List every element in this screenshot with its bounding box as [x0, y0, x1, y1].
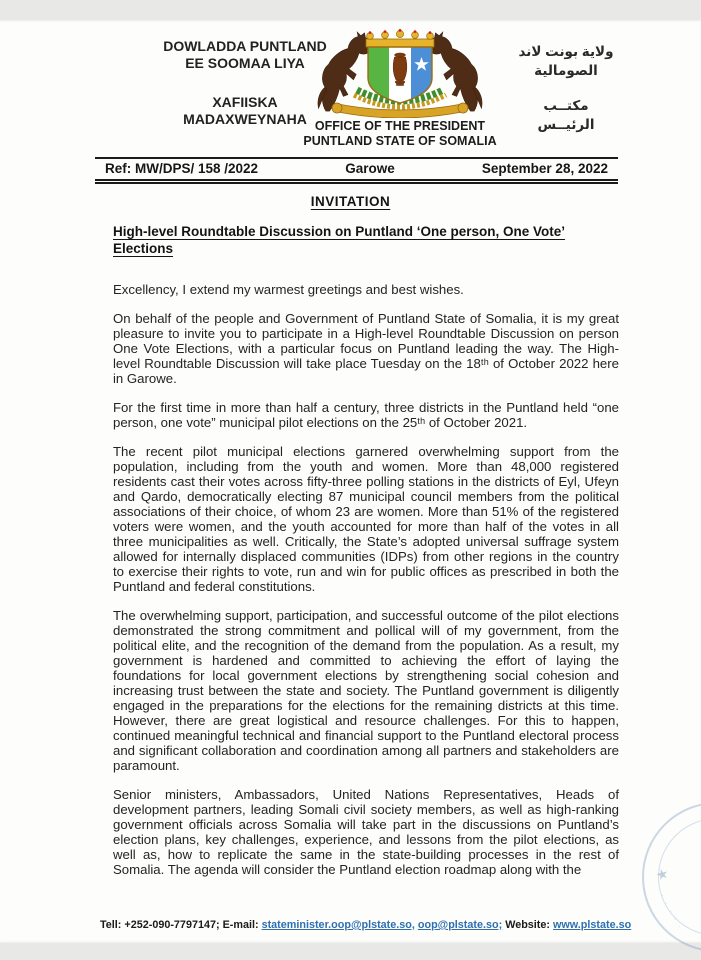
reference-bar — [95, 157, 618, 184]
email-link-stateminister[interactable]: stateminister.oop@plstate.so, — [261, 919, 415, 931]
photo-background-strip-bottom — [0, 943, 701, 960]
tel-number: +252-090-7797147; — [124, 919, 220, 931]
paragraph-participants: Senior ministers, Ambassadors, United Nations Representatives, Heads of development partners, leading Somali civil society members, as well as high-ranking government officials across Somalia will take part in the discussions on Puntland’s election plans, key challenges, experience, and lessons from the pilot elections, as well as, how to replicate the same in the state-building processes in the rest of Somalia. The agenda will consider the Puntland election roadmap along with the — [113, 787, 619, 877]
org-name-arabic-line1: ولاية بونت لاند — [518, 44, 614, 59]
letterhead-arabic-block — [494, 42, 638, 134]
letter-date: September 28, 2022 — [481, 161, 608, 176]
paragraph-invitation: On behalf of the people and Government of Puntland State of Somalia, it is my great pleasure to invite you to participate in a High-level Roundtable Discussion on person One Vote Elections, with a particular focus on Puntland leading the way. The High-level Roundtable Discussion will take place Tuesday on the 18ᵗʰ of October 2022 here in Garowe. — [113, 311, 619, 386]
paragraph-first-time: For the first time in more than half a century, three districts in the Puntland held “one person, one vote” municipal pilot elections on the 25ᵗʰ of October 2021. — [113, 400, 619, 430]
website-link[interactable]: www.plstate.so — [553, 919, 632, 931]
org-name-somali-line2: EE SOOMAA LIYA — [185, 55, 305, 71]
office-name-arabic-line1: مكتــب — [543, 98, 589, 113]
document-title: INVITATION — [310, 194, 391, 209]
photo-background-strip-top — [0, 0, 701, 20]
letter-body — [113, 282, 619, 891]
official-stamp — [642, 802, 701, 952]
stamp-star-icon: ★ — [654, 864, 671, 884]
office-name-somali-line1: XAFIISKA — [212, 94, 278, 110]
paragraph-pilot-results: The recent pilot municipal elections garnered overwhelming support from the population, including from the youth and women. More than 48,000 registered residents cast their votes across fifty-three polling stations in the districts of Eyl, Ufeyn and Qardo, democratically electing 87 municipal council members from the political associations of their choice, of whom 23 are women. More than 51% of the registered voters were women, and the youth accounted for more than half of the votes in all three municipalities as well. Critically, the State’s adopted universal suffrage system allowed for internally displaced communities (IDPs) from other regions in the country to exercise their rights to vote, run and win for public offices as prescribed in both the Puntland and federal constitutions. — [113, 444, 619, 594]
paragraph-government-commitment: The overwhelming support, participation, and successful outcome of the pilot elections demonstrated the strong commitment and pollical will of my government, from the political elite, and the recognition of the demand from the population. As a result, my government is hardened and committed to achieving the effort of laying the foundations for local government elections by strengthening social cohesion and increasing trust between the state and society. The Puntland government is diligently engaged in the preparations for the elections for the remaining districts at this time. However, there are great logistical and resource challenges. For this to happen, continued meaningful technical and financial support to the Puntland electoral process and significant collaboration and coordination among all partners and stakeholders are paramount. — [113, 608, 619, 773]
office-name-english-line1: OFFICE OF THE PRESIDENT — [314, 119, 486, 133]
horse-left-icon — [318, 32, 371, 111]
tel-label: Tell: — [100, 919, 122, 931]
letterhead-emblem-block — [300, 26, 500, 149]
office-name-english-line2: PUNTLAND STATE OF SOMALIA — [303, 134, 497, 148]
org-name-somali-line1: DOWLADDA PUNTLAND — [163, 38, 327, 54]
document-subject: High-level Roundtable Discussion on Puntland ‘One person, One Vote’ Elections — [113, 224, 566, 256]
letter-footer — [100, 919, 632, 931]
stamp-arc-text: · · · · · — [658, 892, 685, 932]
email-link-oop[interactable]: oop@plstate.so; — [417, 919, 503, 931]
org-name-arabic-line2: الصومالية — [534, 63, 598, 78]
puntland-coat-of-arms-icon — [310, 26, 490, 118]
emblem-crown — [366, 29, 434, 47]
office-name-arabic-line2: الرئيــس — [537, 117, 595, 132]
reference-number: Ref: MW/DPS/ 158 /2022 — [105, 161, 259, 176]
place-name: Garowe — [345, 161, 395, 176]
office-name-somali-line2: MADAXWEYNAHA — [183, 111, 307, 127]
email-label: E-mail: — [222, 919, 259, 931]
website-label: Website: — [505, 919, 550, 931]
paragraph-greeting: Excellency, I extend my warmest greetings and best wishes. — [113, 282, 464, 297]
